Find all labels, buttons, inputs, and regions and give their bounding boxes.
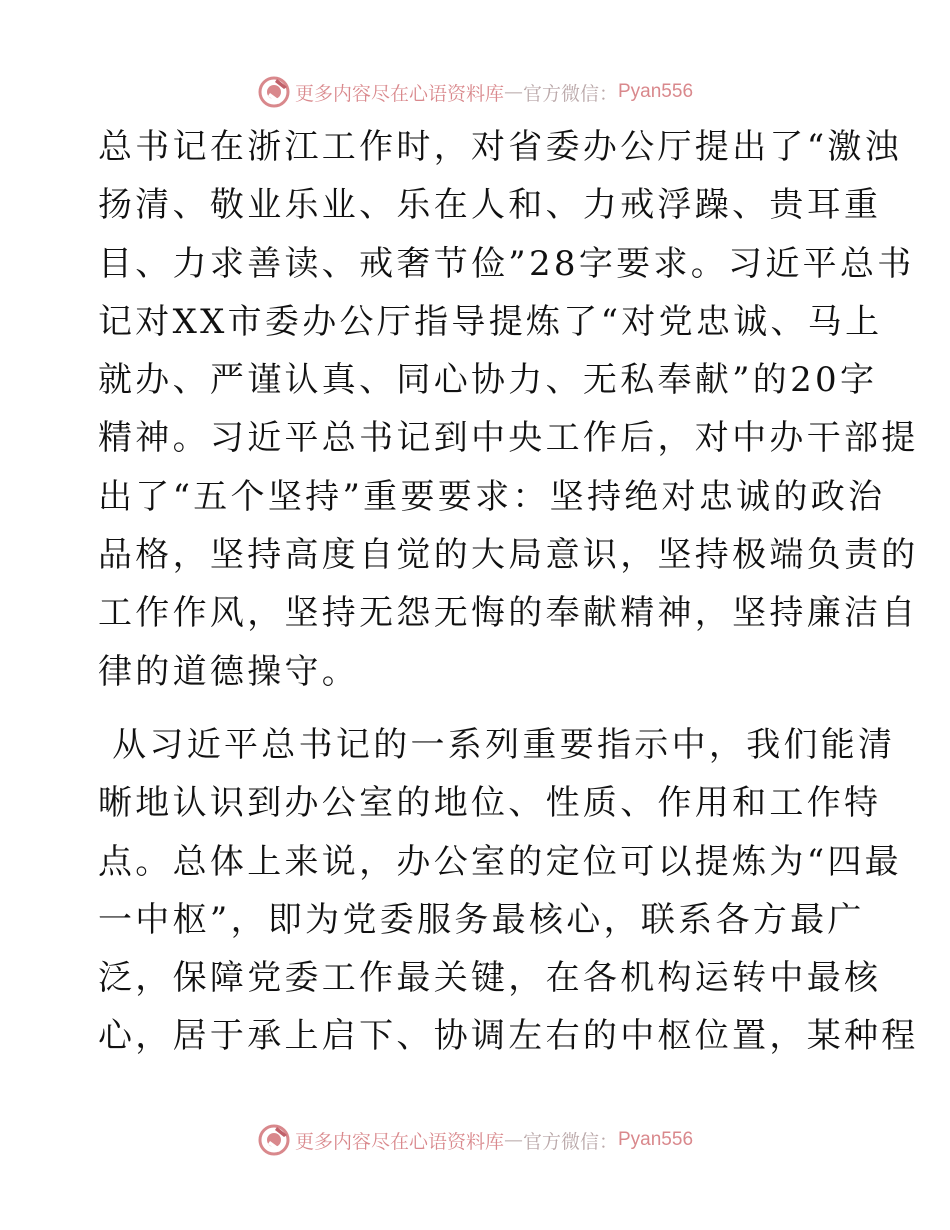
watermark-wechat-label: 官方微信： <box>522 1130 618 1153</box>
text-line: 总书记在浙江工作时，对省委办公厅提出了“激浊 <box>98 127 902 167</box>
text-line: 精神。习近平总书记到中央工作后，对中办干部提 <box>98 418 919 459</box>
text-line: 就办、严谨认真、同心协力、无私奉献”的20字 <box>98 360 878 401</box>
document-body <box>98 118 919 1066</box>
text-line: 出了“五个坚持”重要要求：坚持绝对忠诚的政治 <box>98 476 886 517</box>
text-line: 从习近平总书记的一系列重要指示中，我们能清 <box>98 724 896 765</box>
watermark-wechat-id: Pyan556 <box>618 81 694 102</box>
logo-icon <box>257 75 291 109</box>
text-line: 泛，保障党委工作最关键，在各机构运转中最核 <box>98 958 882 999</box>
watermark-separator: — <box>503 1129 523 1151</box>
watermark-wechat-id: Pyan556 <box>618 1129 694 1150</box>
paragraph-2 <box>98 716 919 1066</box>
header-watermark <box>0 72 950 112</box>
text-line: 品格，坚持高度自觉的大局意识，坚持极端负责的 <box>98 535 919 576</box>
text-line: 目、力求善读、戒奢节俭”28字要求。习近平总书 <box>98 243 915 284</box>
watermark-separator: — <box>503 81 523 103</box>
text-line: 扬清、敬业乐业、乐在人和、力戒浮躁、贵耳重 <box>98 185 882 226</box>
text-line: 一中枢”，即为党委服务最核心，联系各方最广 <box>98 899 865 940</box>
watermark-text: 更多内容尽在心语资料库 <box>294 1130 504 1153</box>
text-line: 记对XX市委办公厅指导提炼了“对党忠诚、马上 <box>98 301 883 342</box>
logo-icon <box>257 1123 291 1157</box>
text-line: 点。总体上来说，办公室的定位可以提炼为“四最 <box>98 841 902 882</box>
text-line: 心，居于承上启下、协调左右的中枢位置，某种程 <box>98 1016 919 1057</box>
text-line: 晰地认识到办公室的地位、性质、作用和工作特 <box>98 783 882 824</box>
text-line: 工作作风，坚持无怨无悔的奉献精神，坚持廉洁自 <box>98 593 919 634</box>
watermark-text: 更多内容尽在心语资料库 <box>294 82 504 105</box>
paragraph-1 <box>98 118 919 701</box>
text-line: 律的道德操守。 <box>98 651 360 692</box>
watermark-wechat-label: 官方微信： <box>522 82 618 105</box>
footer-watermark <box>0 1120 950 1160</box>
